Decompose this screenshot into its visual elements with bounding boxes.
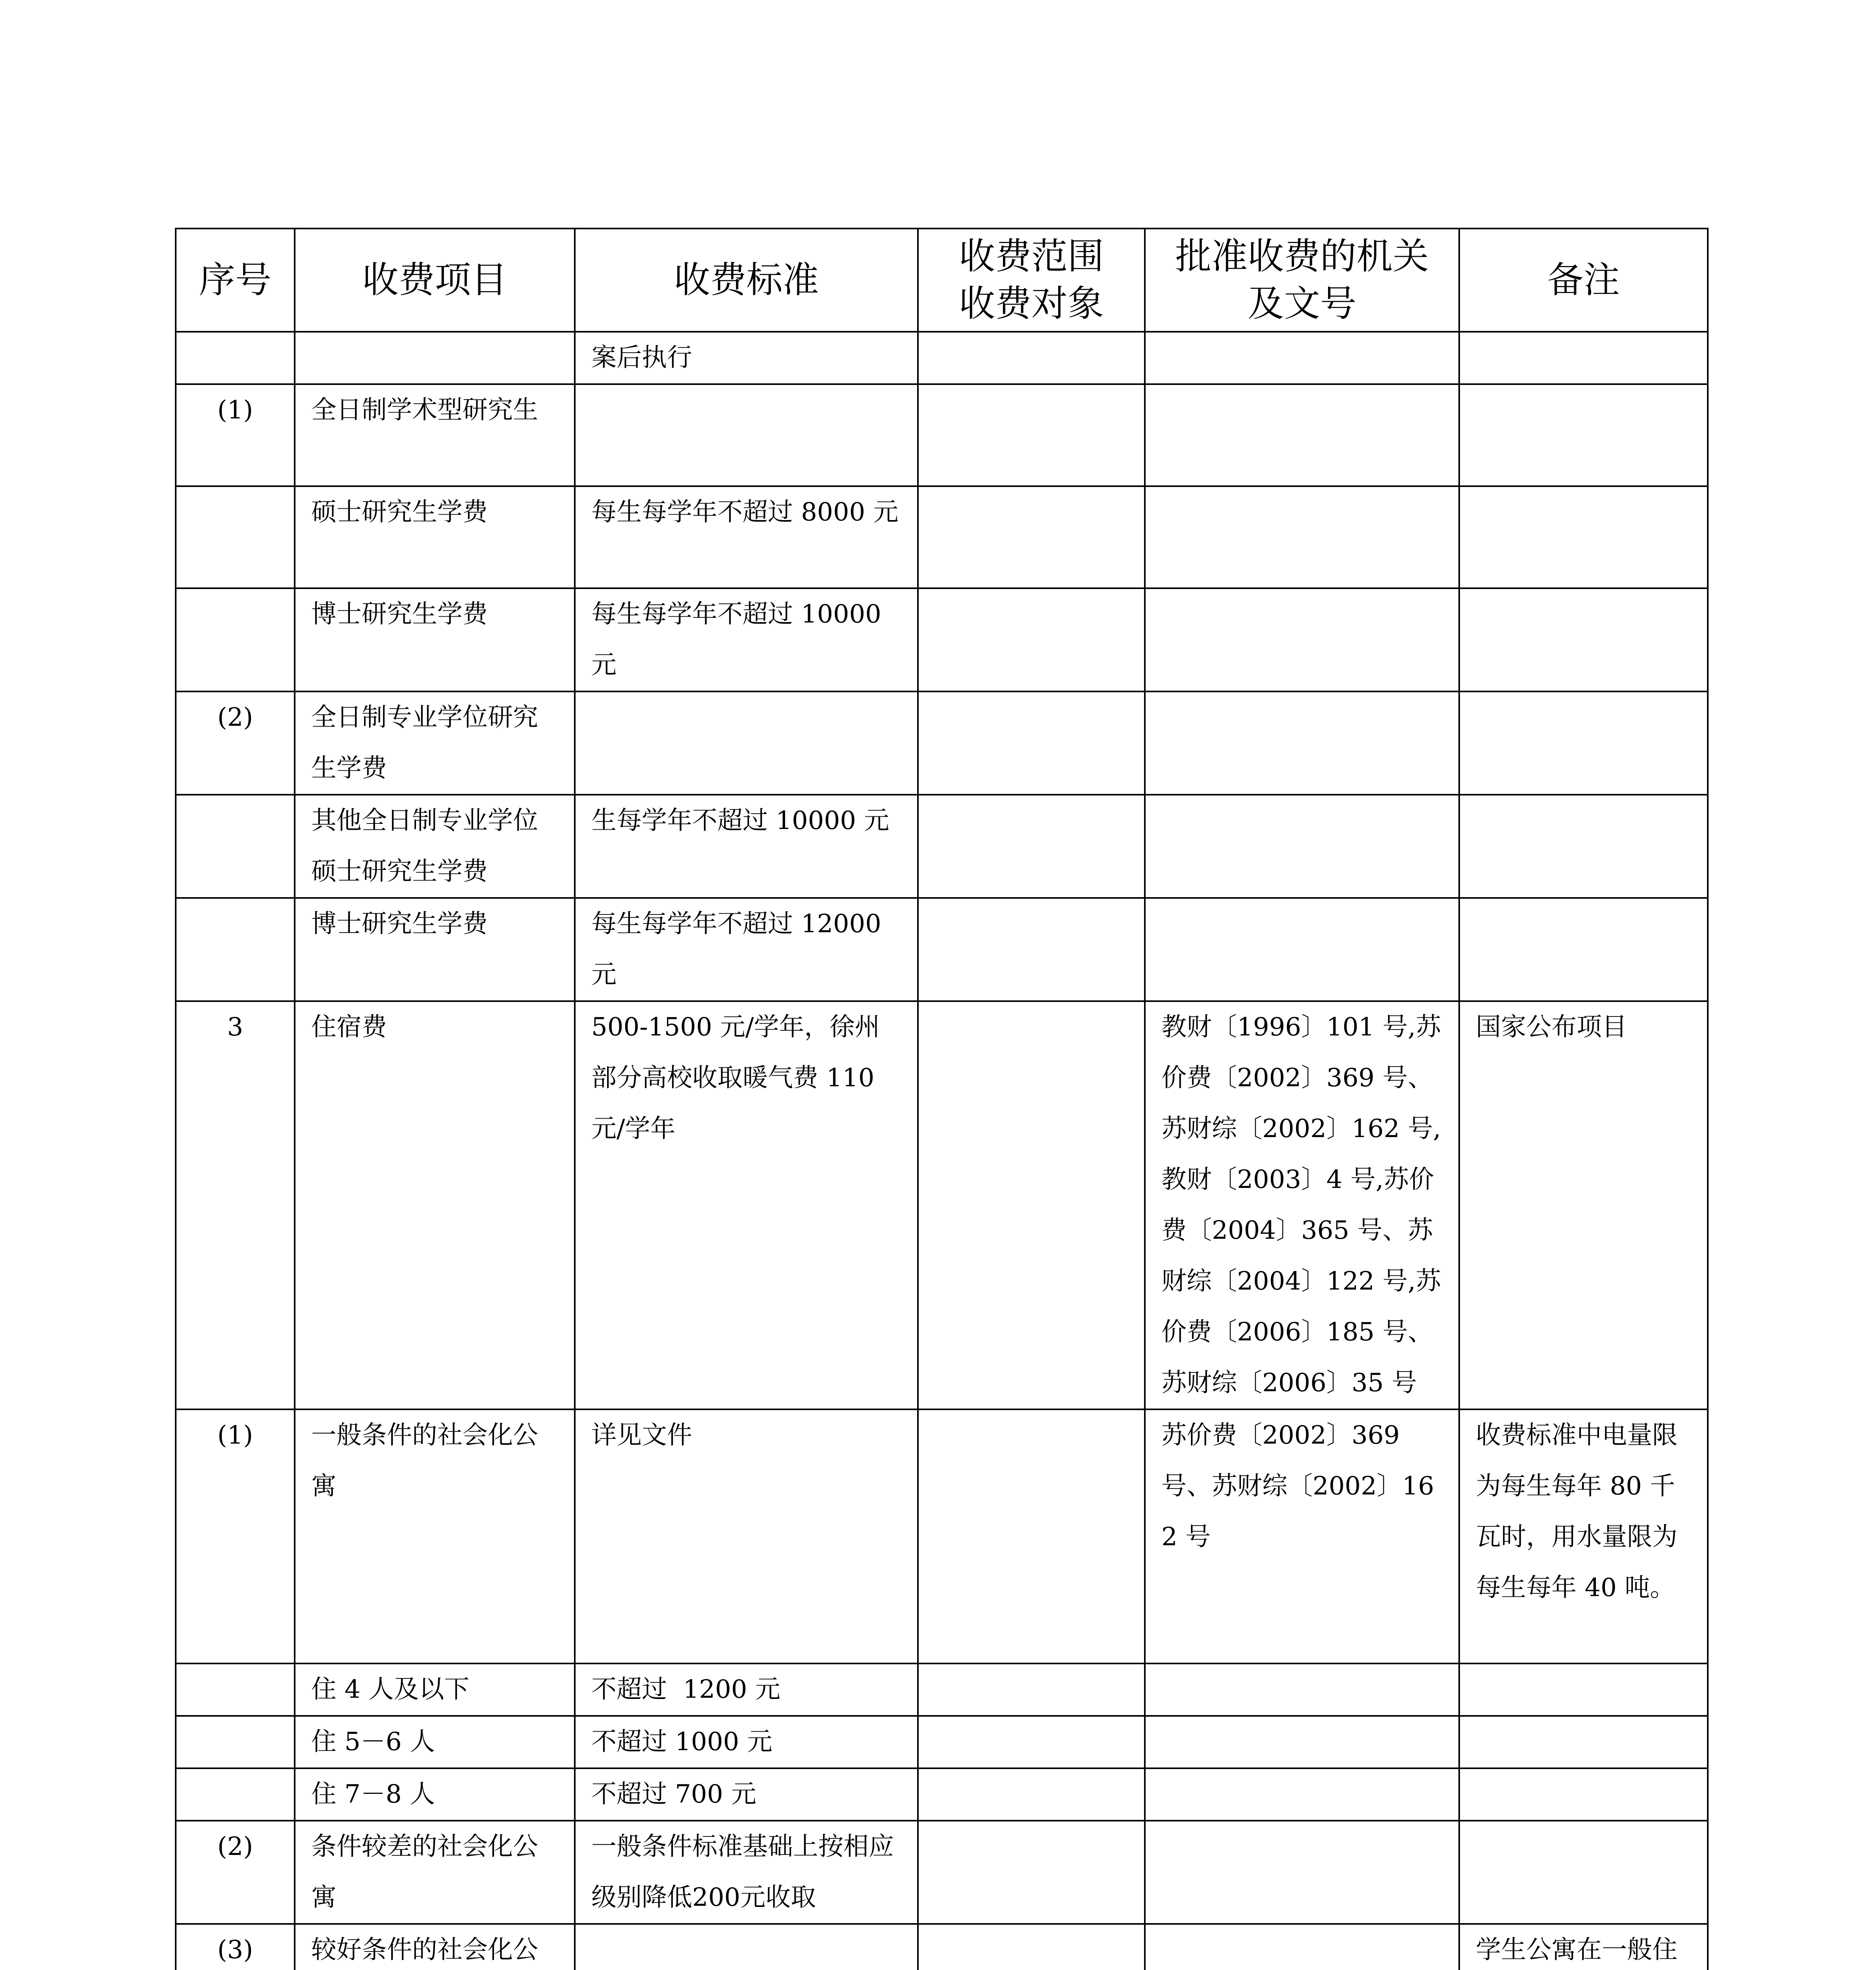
cell-standard bbox=[575, 1001, 918, 1409]
cell-standard-text: 每生每学年不超过 8000 元 bbox=[591, 498, 899, 527]
cell-item-text: 博士研究生学费 bbox=[311, 600, 488, 629]
fee-table bbox=[175, 228, 1709, 1970]
cell-standard-text: 每生每学年不超过 12000 元 bbox=[591, 909, 890, 989]
cell-authority bbox=[1145, 1001, 1459, 1409]
cell-note bbox=[1459, 1663, 1708, 1716]
cell-scope bbox=[918, 898, 1145, 1001]
cell-note-text: 国家公布项目 bbox=[1476, 1013, 1627, 1042]
cell-standard bbox=[575, 332, 918, 384]
cell-scope bbox=[918, 1924, 1145, 1970]
table-row bbox=[176, 1716, 1708, 1768]
table-row bbox=[176, 588, 1708, 691]
table-row bbox=[176, 1924, 1708, 1970]
cell-authority bbox=[1145, 1924, 1459, 1970]
cell-item-text: 博士研究生学费 bbox=[311, 909, 488, 939]
cell-standard bbox=[575, 384, 918, 486]
cell-seq bbox=[176, 1716, 295, 1768]
table-row bbox=[176, 1663, 1708, 1716]
cell-note bbox=[1459, 486, 1708, 588]
header-standard: 收费标准 bbox=[575, 229, 918, 332]
cell-authority bbox=[1145, 1821, 1459, 1924]
cell-scope bbox=[918, 588, 1145, 691]
cell-standard bbox=[575, 1663, 918, 1716]
cell-seq bbox=[176, 384, 295, 486]
cell-seq-text: 3 bbox=[227, 1013, 243, 1042]
cell-seq-text: (2) bbox=[217, 703, 253, 732]
cell-item-text: 较好条件的社会化公 bbox=[311, 1935, 538, 1964]
cell-standard bbox=[575, 1768, 918, 1821]
cell-scope bbox=[918, 1409, 1145, 1663]
cell-authority bbox=[1145, 588, 1459, 691]
cell-authority bbox=[1145, 898, 1459, 1001]
cell-item bbox=[295, 1716, 575, 1768]
cell-scope bbox=[918, 1663, 1145, 1716]
cell-note bbox=[1459, 1409, 1708, 1663]
cell-seq bbox=[176, 691, 295, 795]
cell-authority bbox=[1145, 1409, 1459, 1663]
cell-item bbox=[295, 1663, 575, 1716]
cell-item-text: 其他全日制专业学位硕士研究生学费 bbox=[311, 806, 538, 886]
cell-standard-text: 不超过 1200 元 bbox=[591, 1675, 780, 1704]
cell-seq bbox=[176, 588, 295, 691]
cell-standard-text: 不超过 1000 元 bbox=[591, 1727, 773, 1756]
cell-note bbox=[1459, 1001, 1708, 1409]
cell-authority bbox=[1145, 486, 1459, 588]
cell-scope bbox=[918, 691, 1145, 795]
cell-item-text: 硕士研究生学费 bbox=[311, 498, 488, 527]
table-row bbox=[176, 1409, 1708, 1663]
cell-item bbox=[295, 384, 575, 486]
cell-seq-text: (1) bbox=[217, 1421, 253, 1450]
cell-item bbox=[295, 1001, 575, 1409]
cell-standard-text: 详见文件 bbox=[591, 1421, 692, 1450]
header-seq: 序号 bbox=[176, 229, 295, 332]
cell-seq-text: (2) bbox=[217, 1832, 253, 1861]
cell-seq-text: (3) bbox=[217, 1935, 253, 1964]
cell-standard bbox=[575, 1716, 918, 1768]
cell-standard bbox=[575, 795, 918, 898]
cell-standard bbox=[575, 691, 918, 795]
cell-authority bbox=[1145, 1716, 1459, 1768]
cell-standard bbox=[575, 588, 918, 691]
cell-scope bbox=[918, 795, 1145, 898]
header-authority: 批准收费的机关 及文号 bbox=[1145, 229, 1459, 332]
cell-standard-text: 500-1500 元/学年，徐州部分高校收取暖气费 110 元/学年 bbox=[591, 1013, 882, 1143]
cell-authority bbox=[1145, 332, 1459, 384]
cell-scope bbox=[918, 1001, 1145, 1409]
cell-note bbox=[1459, 384, 1708, 486]
table-row bbox=[176, 1001, 1708, 1409]
cell-seq bbox=[176, 1663, 295, 1716]
cell-seq-text: (1) bbox=[217, 396, 253, 425]
cell-item bbox=[295, 795, 575, 898]
cell-item bbox=[295, 1409, 575, 1663]
cell-item bbox=[295, 1768, 575, 1821]
table-header-row bbox=[176, 229, 1708, 332]
cell-item-text: 一般条件的社会化公寓 bbox=[311, 1421, 538, 1501]
cell-authority bbox=[1145, 795, 1459, 898]
cell-item-text: 住宿费 bbox=[311, 1013, 387, 1042]
cell-authority bbox=[1145, 691, 1459, 795]
cell-item-text: 住 7－8 人 bbox=[311, 1780, 435, 1809]
cell-note bbox=[1459, 1924, 1708, 1970]
cell-item-text: 全日制专业学位研究生学费 bbox=[311, 703, 538, 783]
cell-item bbox=[295, 1924, 575, 1970]
cell-standard-text: 生每学年不超过 10000 元 bbox=[591, 806, 890, 835]
cell-standard bbox=[575, 1409, 918, 1663]
cell-authority bbox=[1145, 1768, 1459, 1821]
cell-item-text: 全日制学术型研究生 bbox=[311, 396, 538, 425]
cell-standard bbox=[575, 486, 918, 588]
cell-standard-text: 一般条件标准基础上按相应级别降低200元收取 bbox=[591, 1832, 894, 1912]
cell-scope bbox=[918, 486, 1145, 588]
cell-item bbox=[295, 332, 575, 384]
cell-scope bbox=[918, 384, 1145, 486]
cell-authority bbox=[1145, 1663, 1459, 1716]
cell-seq bbox=[176, 1768, 295, 1821]
cell-note-text: 收费标准中电量限为每生每年 80 千瓦时，用水量限为每生每年 40 吨。 bbox=[1476, 1421, 1677, 1602]
cell-note bbox=[1459, 691, 1708, 795]
table-row bbox=[176, 486, 1708, 588]
cell-authority-text: 苏价费〔2002〕369 号、苏财综〔2002〕162 号 bbox=[1161, 1421, 1434, 1552]
cell-scope bbox=[918, 1768, 1145, 1821]
cell-item bbox=[295, 691, 575, 795]
header-item: 收费项目 bbox=[295, 229, 575, 332]
cell-standard-text: 不超过 700 元 bbox=[591, 1780, 756, 1809]
cell-item-text: 条件较差的社会化公寓 bbox=[311, 1832, 538, 1912]
cell-seq bbox=[176, 332, 295, 384]
cell-item-text: 住 5－6 人 bbox=[311, 1727, 435, 1756]
cell-item bbox=[295, 898, 575, 1001]
cell-seq bbox=[176, 898, 295, 1001]
cell-note bbox=[1459, 898, 1708, 1001]
header-note: 备注 bbox=[1459, 229, 1708, 332]
cell-seq bbox=[176, 1821, 295, 1924]
cell-seq bbox=[176, 486, 295, 588]
cell-scope bbox=[918, 1821, 1145, 1924]
table-row bbox=[176, 1821, 1708, 1924]
cell-standard-text: 案后执行 bbox=[591, 343, 692, 372]
cell-standard bbox=[575, 898, 918, 1001]
cell-note bbox=[1459, 795, 1708, 898]
header-scope: 收费范围 收费对象 bbox=[918, 229, 1145, 332]
cell-item bbox=[295, 1821, 575, 1924]
cell-note-text: 学生公寓在一般住 bbox=[1476, 1935, 1677, 1964]
cell-seq bbox=[176, 1924, 295, 1970]
cell-note bbox=[1459, 332, 1708, 384]
cell-item bbox=[295, 486, 575, 588]
cell-standard-text: 每生每学年不超过 10000 元 bbox=[591, 600, 890, 680]
cell-item-text: 住 4 人及以下 bbox=[311, 1675, 470, 1704]
cell-item bbox=[295, 588, 575, 691]
table-row bbox=[176, 1768, 1708, 1821]
cell-scope bbox=[918, 332, 1145, 384]
cell-note bbox=[1459, 588, 1708, 691]
cell-note bbox=[1459, 1768, 1708, 1821]
table-row bbox=[176, 332, 1708, 384]
cell-note bbox=[1459, 1821, 1708, 1924]
cell-seq bbox=[176, 795, 295, 898]
table-row bbox=[176, 795, 1708, 898]
cell-authority bbox=[1145, 384, 1459, 486]
cell-note bbox=[1459, 1716, 1708, 1768]
table-row bbox=[176, 691, 1708, 795]
table-row bbox=[176, 384, 1708, 486]
cell-seq bbox=[176, 1409, 295, 1663]
table-row bbox=[176, 898, 1708, 1001]
cell-scope bbox=[918, 1716, 1145, 1768]
cell-authority-text: 教财〔1996〕101 号,苏价费〔2002〕369 号、苏财综〔2002〕162 号,教财〔2003〕4 号,苏价费〔2004〕365 号、苏财综〔2004〕122 号,苏价费〔2006〕185 号、苏财综〔2006〕35 号 bbox=[1161, 1013, 1441, 1398]
cell-standard bbox=[575, 1821, 918, 1924]
cell-seq bbox=[176, 1001, 295, 1409]
cell-standard bbox=[575, 1924, 918, 1970]
